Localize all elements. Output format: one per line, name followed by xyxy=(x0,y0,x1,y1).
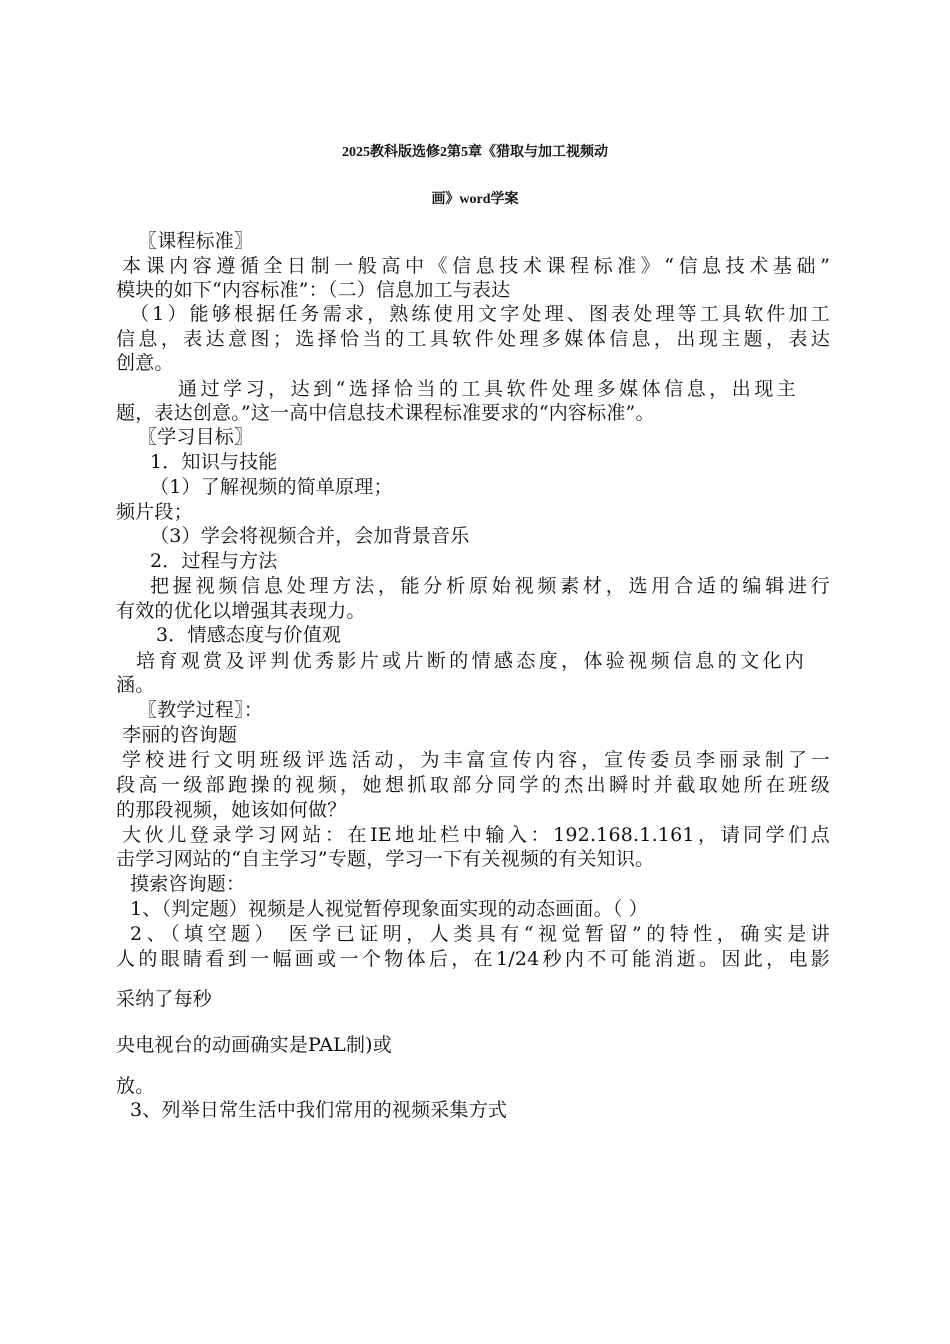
question-2-line: 人的眼睛看到一幅画或一个物体后，在1/24秒内不可能消逝。因此，电影 xyxy=(116,948,830,970)
paragraph-line: 本课内容遵循全日制一般高中《信息技术课程标准》“信息技术基础” xyxy=(122,255,830,277)
paragraph-line: 把握视频信息处理方法，能分析原始视频素材，选用合适的编辑进行 xyxy=(150,575,830,597)
paragraph-line: 段高一级部跑操的视频，她想抓取部分同学的杰出瞬时并截取她所在班级 xyxy=(116,774,830,796)
question-3: 3、列举日常生活中我们常用的视频采集方式 xyxy=(130,1099,508,1121)
paragraph-line: 大伙儿登录学习网站：在IE地址栏中输入：192.168.1.161，请同学们点 xyxy=(122,824,830,846)
subheading-attitude-values: 3．情感态度与价值观 xyxy=(156,624,342,646)
section-heading-teaching-process: 〖教学过程〗： xyxy=(138,699,263,721)
question-2-blank-segment xyxy=(688,986,950,1012)
objective-item-4 xyxy=(550,523,950,549)
section-heading-objectives: 〖学习目标〗 xyxy=(138,426,254,448)
paragraph-line: 题，表达创意。”这一高中信息技术课程标准要求的“内容标准”。 xyxy=(116,402,655,424)
subheading-process-method: 2．过程与方法 xyxy=(150,550,278,572)
paragraph-line: （1）能够根据任务需求，熟练使用文字处理、图表处理等工具软件加工 xyxy=(130,303,830,325)
paragraph-line: 通过学习，达到“选择恰当的工具软件处理多媒体信息，出现主 xyxy=(178,378,796,400)
paragraph-line: 培育观赏及评判优秀影片或片断的情感态度，体验视频信息的文化内 xyxy=(136,650,804,672)
paragraph-line: 涵。 xyxy=(116,674,155,696)
question-2-blank-segment: 采纳了每秒 xyxy=(116,988,213,1010)
paragraph-line: 创意。 xyxy=(116,352,174,374)
document-title-line-2: 画》word学案 xyxy=(431,192,519,207)
document-title-line-1: 2025教科版选修2第5章《猎取与加工视频动 xyxy=(342,145,608,160)
subheading-knowledge-skills: 1．知识与技能 xyxy=(150,451,278,473)
question-1: 1、（判定题）视频是人视觉暂停现象面实现的动态画面。（ ） xyxy=(130,898,648,920)
objective-item-1: （1）了解视频的简单原理； xyxy=(150,476,393,498)
question-2-blank-segment: 央电视台的动画确实是PAL制)或 xyxy=(116,1034,392,1056)
paragraph-line: 有效的优化以增强其表现力。 xyxy=(116,600,366,622)
paragraph-line: 的那段视频，她该如何做？ xyxy=(116,799,347,821)
exploration-heading: 摸索咨询题： xyxy=(130,873,246,895)
paragraph-line: 学校进行文明班级评选活动，为丰富宣传内容，宣传委员李丽录制了一 xyxy=(122,749,830,771)
objective-item-3: （3）学会将视频合并，会加背景音乐 xyxy=(150,525,470,547)
paragraph-line: 击学习网站的“自主学习”专题，学习一下有关视频的有关知识。 xyxy=(116,848,655,870)
objective-item-2 xyxy=(500,474,950,500)
case-heading: 李丽的咨询题 xyxy=(122,724,238,746)
paragraph-line: 信息，表达意图；选择恰当的工具软件处理多媒体信息，出现主题，表达 xyxy=(116,328,830,350)
question-2-blank-segment xyxy=(500,1032,950,1058)
question-2-line: 2、（填空题） 医学已证明，人类具有“视觉暂留”的特性，确实是讲 xyxy=(130,923,830,945)
paragraph-line: 模块的如下“内容标准”：（二）信息加工与表达 xyxy=(116,279,511,301)
section-heading-standard: 〖课程标准〗 xyxy=(138,230,254,252)
objective-item-2-continued: 频片段； xyxy=(116,501,193,523)
question-2-line: 放。 xyxy=(116,1075,155,1097)
